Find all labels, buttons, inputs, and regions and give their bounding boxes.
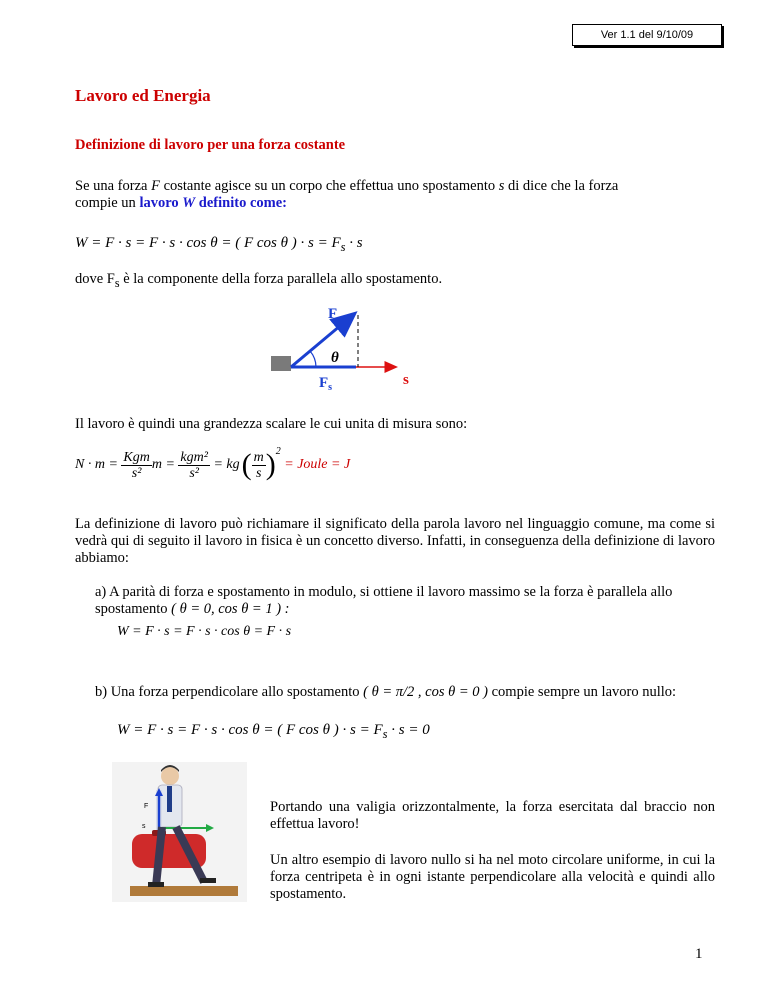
svg-text:F: F xyxy=(144,803,149,810)
side-text-circular-motion: Un altro esempio di lavoro nullo si ha nel moto circolare uniforme, in cui la forza centripeta è in ogni istante perpendicolare alla velocità e quindi allo spostamento. xyxy=(270,852,715,902)
label-Fs: $F_s$ xyxy=(319,375,333,393)
item-b: b) Una forza perpendicolare allo spostamento ( θ = π/2 , cos θ = 0 ) compie sempre un lavoro nullo: xyxy=(95,684,677,700)
paragraph-definition-consequences: La definizione di lavoro può richiamare il significato della parola lavoro nel linguaggio comune, ma come si vedrà qui di seguito il lavoro in fisica è un concetto diverso. Infatti, in conseguenza della definizione di lavoro abbiamo: xyxy=(75,516,715,566)
label-F: F xyxy=(328,306,338,322)
version-badge: Ver 1.1 del 9/10/09 xyxy=(572,24,722,46)
units-intro: Il lavoro è quindi una grandezza scalare le cui unita di misura sono: xyxy=(75,416,468,432)
label-theta: θ xyxy=(331,350,339,366)
item-a-equation: W = F · s = F · s · cos θ = F · s xyxy=(117,624,292,639)
joule-unit: = Joule = J xyxy=(284,457,351,472)
vector-s: s xyxy=(498,178,505,194)
head xyxy=(161,767,179,785)
force-diagram xyxy=(240,300,440,395)
dove-sentence: dove $F_s$ è la componente della forza parallela allo spostamento. xyxy=(75,271,443,290)
side-text-suitcase: Portando una valigia orizzontalmente, la forza esercitata dal braccio non effettua lavoro! xyxy=(270,799,715,832)
item-a: a) A parità di forza e spostamento in modulo, si ottiene il lavoro massimo se la forza è parallela allo spostamento ( θ = 0, cos θ = 1 ) : xyxy=(95,584,673,617)
work-equation: W = F · s = F · s · cos θ = ( F cos θ ) · $s = F_s \cdot s$ xyxy=(75,235,363,254)
tie xyxy=(167,786,172,812)
section-subtitle: Definizione di lavoro per una forza costante xyxy=(75,137,346,153)
angle-arc xyxy=(310,351,316,367)
force-arrow xyxy=(291,315,353,367)
block-shape xyxy=(271,356,291,371)
svg-text:s: s xyxy=(142,823,146,830)
suitcase-illustration xyxy=(112,762,247,902)
label-s: s xyxy=(403,372,409,388)
units-equation: N · m = $\frac{\text{Kgm}}{\text{s²}}$ m = $\frac{\text{kgm²}}{\text{s²}}$ = kg ( $\frac{m}{s}$ ) $^2$ = Joule = J xyxy=(75,446,351,481)
vector-F: F xyxy=(151,178,160,194)
work-definition-highlight: lavoro W definito come: xyxy=(139,195,287,211)
page-title: Lavoro ed Energia xyxy=(75,86,211,105)
item-b-equation: W = F · s = F · s · cos θ = ( F cos θ ) · $s = F_s \cdot s = 0$ xyxy=(117,722,430,741)
intro-paragraph: Se una forza F costante agisce su un corpo che effettua uno spostamento s di dice che la forza compie un lavoro W definito come: xyxy=(75,178,619,211)
floor xyxy=(130,886,238,896)
page-number: 1 xyxy=(695,946,703,962)
